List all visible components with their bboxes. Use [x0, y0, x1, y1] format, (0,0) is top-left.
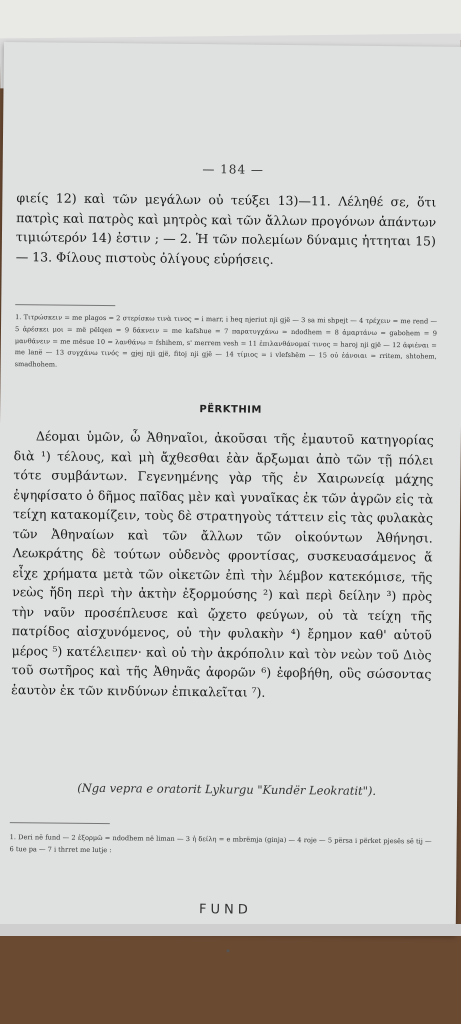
- footnote-rule-2: [10, 822, 110, 824]
- page-number: — 184 —: [202, 162, 265, 177]
- intro-greek-text: [16, 188, 437, 270]
- passage-greek-text: [11, 426, 434, 703]
- footnote-rule: [15, 304, 115, 306]
- footnote-text-2: 1. Deri në fund — 2 ἐξορμῶ = ndodhem në liman — 3 ἡ δείλη = e mbrëmja (ginja) — 4 roje — 5 përsa i përket pjesës së tij — 6 tue pa — 7 i thrret me lutje :: [9, 833, 432, 854]
- intro-footnotes: [15, 312, 438, 375]
- passage-paragraph: Δέομαι ὑμῶν, ὦ Ἀθηναῖοι, ἀκοῦσαι τῆς ἐμαυτοῦ κατηγορίας διὰ ¹) τέλους, καὶ μὴ ἄχθεσθαι ἐὰν ἄρξωμαι ἀπὸ τῶν τῇ πόλει τότε συμβάντων. Γεγενημένης γὰρ τῆς ἐν Χαιρωνείᾳ μάχης ἐψηφίσατο ὁ δῆμος παῖδας μὲν καὶ γυναῖκας ἐκ τῶν ἀγρῶν εἰς τὰ τείχη κατακομίζειν, τοὺς δὲ στρατηγοὺς τάττειν εἰς τὰς φυλακὰς τῶν Ἀθηναίων καὶ τῶν ἄλλων τῶν οἰκούντων Ἀθήνησι. Λεωκράτης δὲ τούτων οὐδενὸς φροντίσας, συσκευασάμενος ἅ εἶχε χρήματα μετὰ τῶν οἰκετῶν ἐπὶ τὴν λέμβον κατεκόμισε, τῆς νεὼς ἤδη περὶ τὴν ἀκτὴν ἐξορμούσης ²) καὶ περὶ δείλην ³) πρὸς τὴν ναῦν προσέπλευσε καὶ ᾤχετο φεύγων, οὐ τὰ τείχη τῆς πατρίδος αἰσχυνόμενος, οὐ τὴν φυλακὴν ⁴) ἔρημον καθ' αὑτοῦ μέρος ⁵) κατέλειπεν· καὶ οὐ τὴν ἀκρόπολιν καὶ τὸν νεὼν τοῦ Διὸς τοῦ σωτῆρος καὶ τῆς Ἀθηνᾶς ἀφορῶν ⁶) ἐφοβήθη, οὓς σώσοντας ἑαυτὸν ἐκ τῶν κινδύνων ἐπικαλεῖται ⁷).: [11, 428, 434, 700]
- intro-paragraph: φιείς 12) καὶ τῶν μεγάλων οὐ τεύξει 13)—11. Λέληθέ σε, ὅτι πατρὶς καὶ πατρὸς καὶ μητρὸς καὶ τῶν ἄλλων προγόνων ἁπάντων τιμιώτερόν 14) ἐστιν ; — 2. Ἡ τῶν πολεμίων δύναμις ἡττηται 15) — 13. Φίλους πιστοὺς ὀλίγους εὑρήσεις.: [15, 190, 437, 267]
- book-page: [0, 42, 461, 935]
- lower-sheet-edge: [0, 924, 461, 936]
- source-attribution: (Nga vepra e oratorit Lykurgu "Kundër Leokratit").: [77, 780, 377, 798]
- ink-dot: [226, 949, 229, 952]
- section-heading: PËRKTHIM: [199, 404, 262, 416]
- footnote-text: 1. Τιτρώσκειν = me plagos = 2 στερίσκω τινὰ τινος = i marr, i heq njeriut nji gjë — 3 sa mi shpejt — 4 τρέχειν = me rend — 5 ἀρέσκει μοι = më pëlqen = 9 δάκνειν = me kafshue = 7 παρατυγχάνω = ndodhem = 8 ἁμαρτάνω = gabohem = 9 μανθάνειν = me mësue 10 = λανθάνω = fshihem, s' merrem vesh = 11 ἐπιλανθάνομαί τινος = haroj nji gjë — 12 ἀφιέναι = me lanë — 13 συγχάνω τινός = gjej nji gjë, fitoj nji gjë — 14 τίμιος = i vlefshëm — 15 οὐ ἐάνοιαι = rritem, shtohem, smadhohem.: [14, 313, 438, 369]
- passage-footnotes: [9, 832, 431, 860]
- end-mark: FUND: [198, 902, 252, 918]
